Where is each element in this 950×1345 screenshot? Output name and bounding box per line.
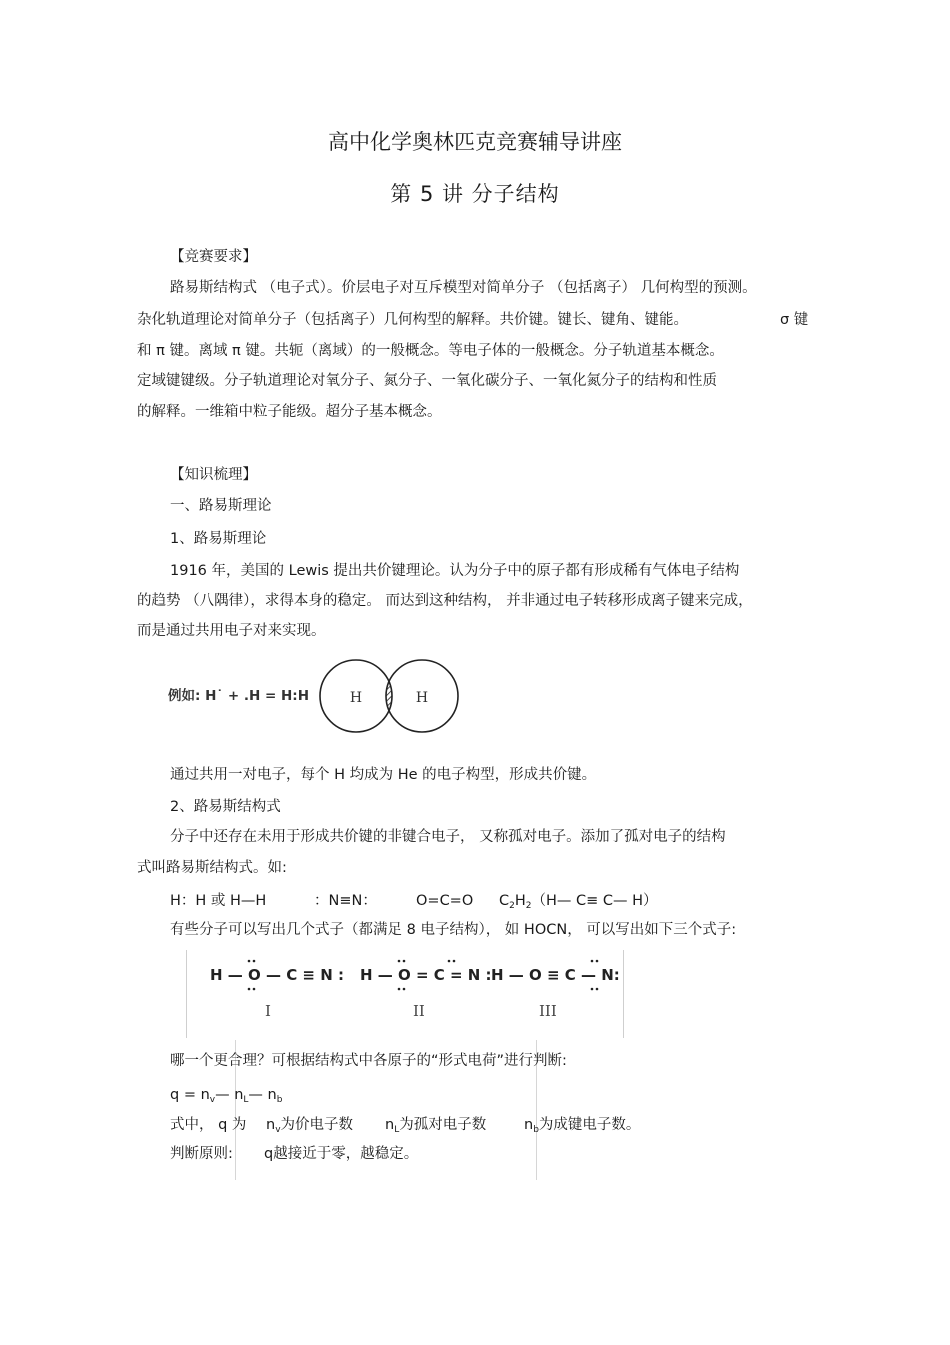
lewis-example-equation: 例如: H˙ + .H = H:H bbox=[168, 688, 309, 704]
page-title: 高中化学奥林匹克竞赛辅导讲座 bbox=[328, 130, 622, 154]
requirements-line-2: 杂化轨道理论对简单分子（包括离子）几何构型的解释。共价键。键长、键角、键能。 bbox=[137, 312, 688, 328]
hocn-structures-figure bbox=[186, 950, 624, 1038]
requirements-heading: 【竞赛要求】 bbox=[170, 249, 257, 265]
hocn-structure-3: H — O ≡ C — N: bbox=[491, 966, 620, 984]
lecture-subtitle: 第 5 讲 分子结构 bbox=[390, 182, 560, 206]
subsection-2-heading: 2、路易斯结构式 bbox=[170, 799, 281, 815]
roman-numeral-3: III bbox=[539, 1002, 557, 1020]
roman-numeral-2: II bbox=[413, 1002, 425, 1020]
lone-pair-dots bbox=[187, 950, 623, 1038]
formal-charge-equation: $q = n_v—$ $n_L—$ $n_b$ bbox=[170, 1087, 283, 1105]
subsection-1-heading: 1、路易斯理论 bbox=[170, 531, 267, 547]
formula-n2: ：N≡N： bbox=[314, 893, 377, 909]
formula-c2h2: $C_2H_2(H—$ C≡ C— H） bbox=[499, 893, 658, 911]
requirements-line-2-sigma: σ 键 bbox=[780, 312, 809, 328]
knowledge-heading: 【知识梳理】 bbox=[170, 467, 257, 483]
hocn-structure-2: H — O = C = N : bbox=[360, 966, 492, 984]
requirements-line-3: 和 π 键。离域 π 键。共轭（离域）的一般概念。等电子体的一般概念。分子轨道基本概念。 bbox=[137, 343, 724, 359]
left-atom-label: H bbox=[349, 690, 363, 706]
paragraph-3-line-1: 分子中还存在未用于形成共价键的非键合电子， 又称孤对电子。添加了孤对电子的结构 bbox=[170, 829, 726, 845]
roman-numeral-1: I bbox=[265, 1002, 271, 1020]
right-atom-label: H bbox=[415, 690, 429, 706]
formula-h2: H：H 或 H—H bbox=[170, 893, 267, 909]
requirements-line-5: 的解释。一维箱中粒子能级。超分子基本概念。 bbox=[137, 404, 442, 420]
paragraph-5: 哪一个更合理？可根据结构式中各原子的“形式电荷”进行判断: bbox=[170, 1053, 567, 1069]
judgment-rule-label: 判断原则: bbox=[170, 1146, 233, 1162]
paragraph-1-line-1: 1916 年，美国的 Lewis 提出共价键理论。认为分子中的原子都有形成稀有气体电子结构 bbox=[170, 563, 740, 579]
section-1-heading: 一、路易斯理论 bbox=[170, 498, 272, 514]
variable-nv-definition: $n_v$为价电子数 bbox=[266, 1117, 354, 1135]
paragraph-1-line-3: 而是通过共用电子对来实现。 bbox=[137, 623, 326, 639]
paragraph-1-line-2: 的趋势 （八隅律），求得本身的稳定。 而达到这种结构， 并非通过电子转移形成离子键来完成， bbox=[137, 593, 753, 609]
formula-co2: O=C=O bbox=[416, 893, 474, 909]
requirements-line-1: 路易斯结构式 （电子式）。价层电子对互斥模型对简单分子 （包括离子） 几何构型的预测。 bbox=[170, 280, 757, 296]
paragraph-3-line-2: 式叫路易斯结构式。如: bbox=[137, 860, 287, 876]
judgment-rule-text: q越接近于零，越稳定。 bbox=[264, 1146, 419, 1162]
paragraph-4: 有些分子可以写出几个式子（都满足 8 电子结构）， 如 HOCN， 可以写出如下三个式子: bbox=[170, 922, 737, 938]
overlapping-orbitals-diagram bbox=[318, 656, 464, 738]
hocn-structure-1: H — O — C ≡ N : bbox=[210, 966, 344, 984]
requirements-line-4: 定域键键级。分子轨道理论对氧分子、氮分子、一氧化碳分子、一氧化氮分子的结构和性质 bbox=[137, 373, 717, 389]
paragraph-2: 通过共用一对电子，每个 H 均成为 He 的电子构型，形成共价键。 bbox=[170, 767, 597, 783]
variable-nb-definition: $n_b$为成键电子数。 bbox=[524, 1117, 641, 1135]
variable-definition-lead: 式中， q 为 bbox=[170, 1117, 247, 1133]
variable-nl-definition: $n_L$为孤对电子数 bbox=[385, 1117, 487, 1135]
